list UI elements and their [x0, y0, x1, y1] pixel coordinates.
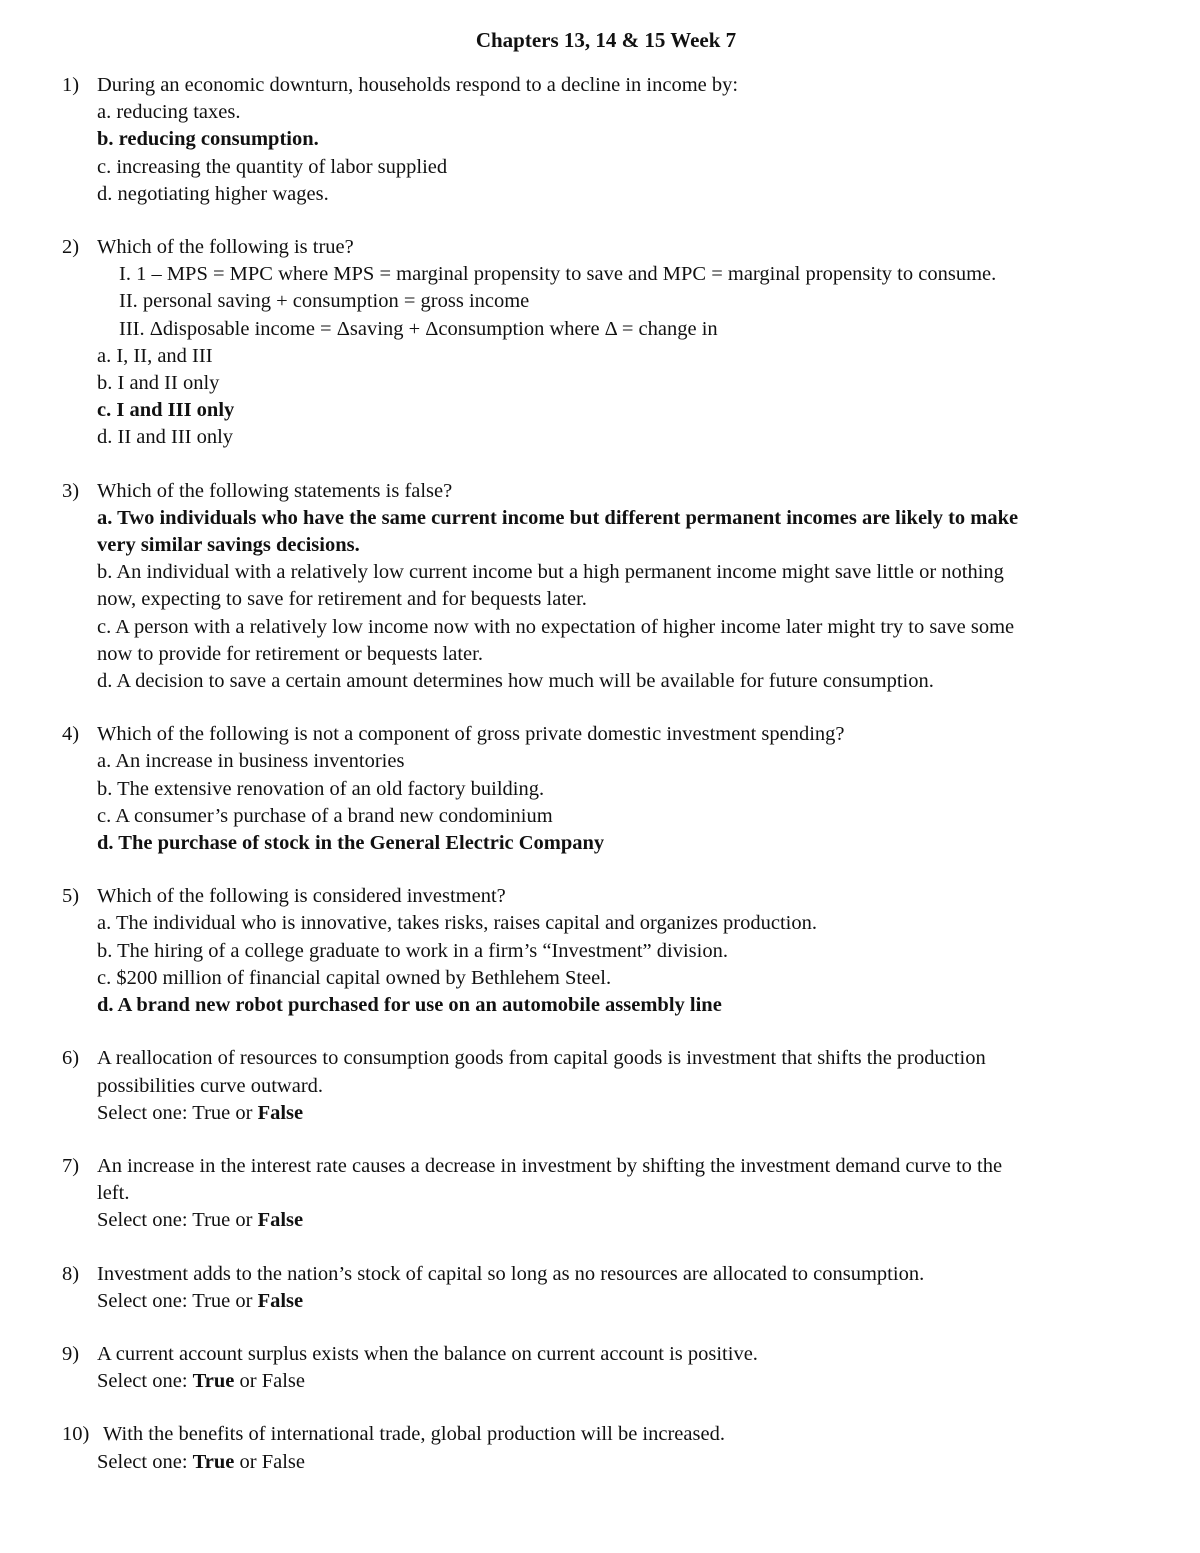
- false-option-correct: False: [257, 1209, 304, 1232]
- option-d: d. II and III only: [97, 426, 234, 449]
- question-text-cont: left.: [97, 1182, 130, 1205]
- or-text: or: [234, 1370, 262, 1393]
- question-number: 6): [62, 1047, 80, 1070]
- option-d: d. negotiating higher wages.: [97, 182, 329, 205]
- true-option: True: [192, 1101, 231, 1124]
- option-b: b. The hiring of a college graduate to work in a firm’s “Investment” division.: [97, 939, 728, 962]
- option-d-correct: d. A brand new robot purchased for use on an automobile assembly line: [97, 994, 722, 1017]
- question-text: Which of the following is true?: [97, 236, 354, 259]
- question-number: 1): [62, 74, 80, 96]
- option-b-correct: b. reducing consumption.: [97, 128, 319, 151]
- option-a: a. An increase in business inventories: [97, 750, 405, 773]
- or-text: or: [230, 1209, 258, 1232]
- option-c: c. A consumer’s purchase of a brand new condominium: [97, 804, 553, 827]
- false-option-correct: False: [257, 1289, 304, 1312]
- select-prefix: Select one:: [97, 1209, 193, 1232]
- page-title: Chapters 13, 14 & 15 Week 7: [475, 28, 737, 52]
- question-3: [62, 478, 1162, 696]
- answer-line: [97, 1288, 1162, 1315]
- answer-line: [97, 1368, 1162, 1395]
- true-option: True: [192, 1289, 231, 1312]
- question-text: Which of the following is not a component of gross private domestic investment spending?: [97, 723, 845, 746]
- option-b: b. The extensive renovation of an old factory building.: [97, 777, 545, 800]
- select-prefix: Select one:: [97, 1450, 193, 1473]
- option-b: b. I and II only: [97, 372, 220, 395]
- question-number: 10): [62, 1423, 90, 1446]
- true-option-correct: True: [192, 1370, 235, 1393]
- option-a-correct-cont: very similar savings decisions.: [97, 534, 360, 557]
- select-prefix: Select one:: [97, 1370, 193, 1393]
- question-4: [62, 721, 1162, 857]
- question-2: [62, 234, 1162, 452]
- or-text: or: [230, 1101, 258, 1124]
- question-7: [62, 1153, 1162, 1235]
- statement-2: II. personal saving + consumption = gross income: [119, 290, 530, 313]
- question-number: 9): [62, 1342, 80, 1365]
- option-b: b. An individual with a relatively low current income but a high permanent income might save little or nothing: [97, 561, 1004, 584]
- option-a: a. reducing taxes.: [97, 101, 241, 124]
- question-9: [62, 1341, 1162, 1395]
- option-a: a. The individual who is innovative, takes risks, raises capital and organizes production.: [97, 912, 817, 935]
- select-prefix: Select one:: [97, 1289, 193, 1312]
- or-text: or: [230, 1289, 258, 1312]
- question-text: Which of the following statements is false?: [97, 479, 453, 502]
- false-option: False: [261, 1370, 306, 1393]
- option-c: c. $200 million of financial capital owned by Bethlehem Steel.: [97, 966, 612, 989]
- option-d: d. A decision to save a certain amount determines how much will be available for future consumption.: [97, 670, 934, 693]
- question-text: A reallocation of resources to consumption goods from capital goods is investment that shifts the production: [97, 1047, 986, 1070]
- statement-3: III. Δdisposable income = Δsaving + Δconsumption where Δ = change in: [119, 317, 718, 340]
- option-c: c. increasing the quantity of labor supplied: [97, 155, 448, 178]
- question-number: 5): [62, 885, 80, 908]
- true-option-correct: True: [192, 1450, 235, 1473]
- question-6: [62, 1045, 1162, 1127]
- answer-line: [97, 1100, 1162, 1127]
- question-10: [62, 1421, 1162, 1475]
- question-number: 7): [62, 1154, 80, 1177]
- question-number: 8): [62, 1262, 80, 1285]
- question-list: [62, 72, 1162, 1502]
- question-text: A current account surplus exists when the balance on current account is positive.: [97, 1342, 758, 1365]
- option-a: a. I, II, and III: [97, 344, 213, 367]
- question-1: [62, 72, 1162, 208]
- true-option: True: [192, 1209, 231, 1232]
- question-text: During an economic downturn, households respond to a decline in income by:: [97, 74, 739, 96]
- question-text: With the benefits of international trade, global production will be increased.: [103, 1423, 725, 1446]
- question-number: 3): [62, 479, 80, 502]
- question-text-cont: possibilities curve outward.: [97, 1074, 324, 1097]
- question-text: Investment adds to the nation’s stock of capital so long as no resources are allocated to consumption.: [97, 1262, 925, 1285]
- option-a-correct: a. Two individuals who have the same current income but different permanent incomes are likely to make: [97, 506, 1019, 529]
- question-number: 4): [62, 723, 80, 746]
- question-text: An increase in the interest rate causes a decrease in investment by shifting the investment demand curve to the: [97, 1154, 1003, 1177]
- question-text: Which of the following is considered investment?: [97, 885, 506, 908]
- answer-line: [97, 1207, 1162, 1234]
- question-5: [62, 883, 1162, 1019]
- answer-line: [97, 1449, 1162, 1476]
- option-c: c. A person with a relatively low income now with no expectation of higher income later might try to save some: [97, 615, 1015, 638]
- question-8: [62, 1261, 1162, 1315]
- option-d-correct: d. The purchase of stock in the General Electric Company: [97, 832, 605, 855]
- option-c-correct: c. I and III only: [97, 399, 235, 422]
- option-c-cont: now to provide for retirement or bequests later.: [97, 642, 483, 665]
- false-option-correct: False: [257, 1101, 304, 1124]
- false-option: False: [261, 1450, 306, 1473]
- question-number: 2): [62, 236, 80, 259]
- or-text: or: [234, 1450, 262, 1473]
- option-b-cont: now, expecting to save for retirement and for bequests later.: [97, 588, 587, 611]
- select-prefix: Select one:: [97, 1101, 193, 1124]
- statement-1: I. 1 – MPS = MPC where MPS = marginal propensity to save and MPC = marginal propensity to consume.: [119, 263, 997, 286]
